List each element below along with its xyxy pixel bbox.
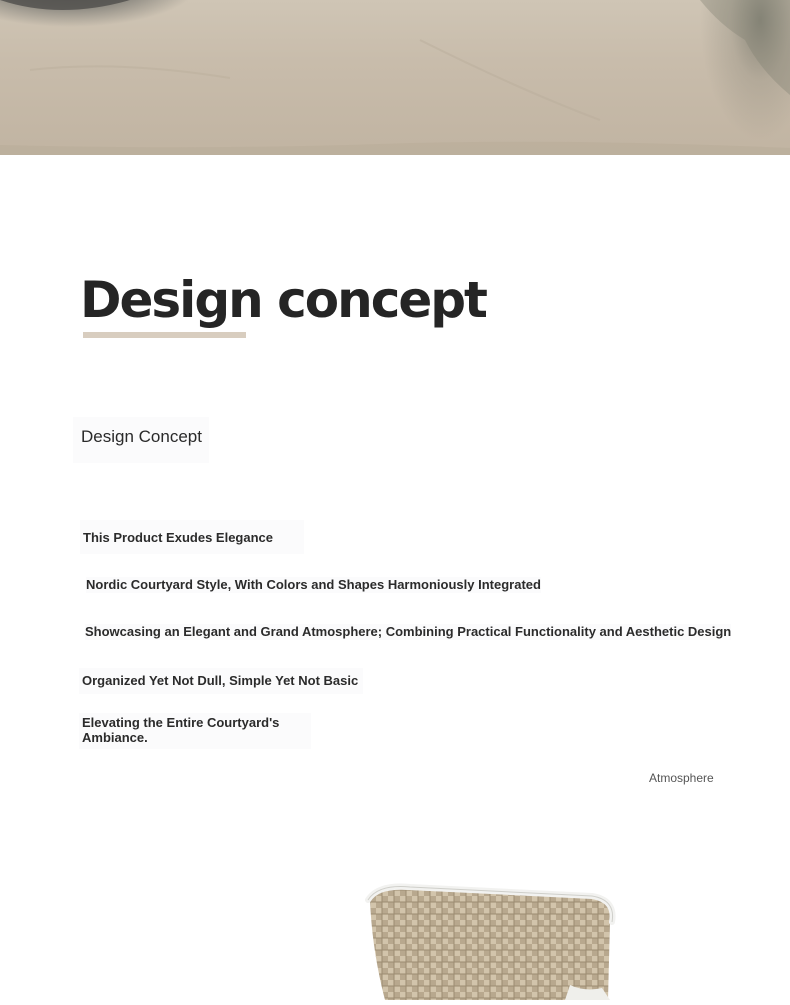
courtyard-ground-photo [0, 0, 790, 155]
concept-line-2: Nordic Courtyard Style, With Colors and Shapes Harmoniously Integrated [86, 577, 541, 592]
section-subheading: Design Concept [73, 417, 209, 463]
concept-line-1: This Product Exudes Elegance [80, 520, 304, 554]
hero-image [0, 0, 790, 155]
concept-line-4: Organized Yet Not Dull, Simple Yet Not Basic [79, 668, 363, 694]
atmosphere-caption: Atmosphere [649, 771, 714, 785]
woven-chair-icon [340, 860, 640, 1000]
product-image [340, 860, 640, 1005]
concept-line-5: Elevating the Entire Courtyard's Ambiance. [79, 713, 311, 749]
title-underline [83, 332, 246, 338]
page-title: Design concept [80, 271, 486, 329]
concept-line-3: Showcasing an Elegant and Grand Atmosphere; Combining Practical Functionality and Aesthetic Design [85, 624, 732, 639]
